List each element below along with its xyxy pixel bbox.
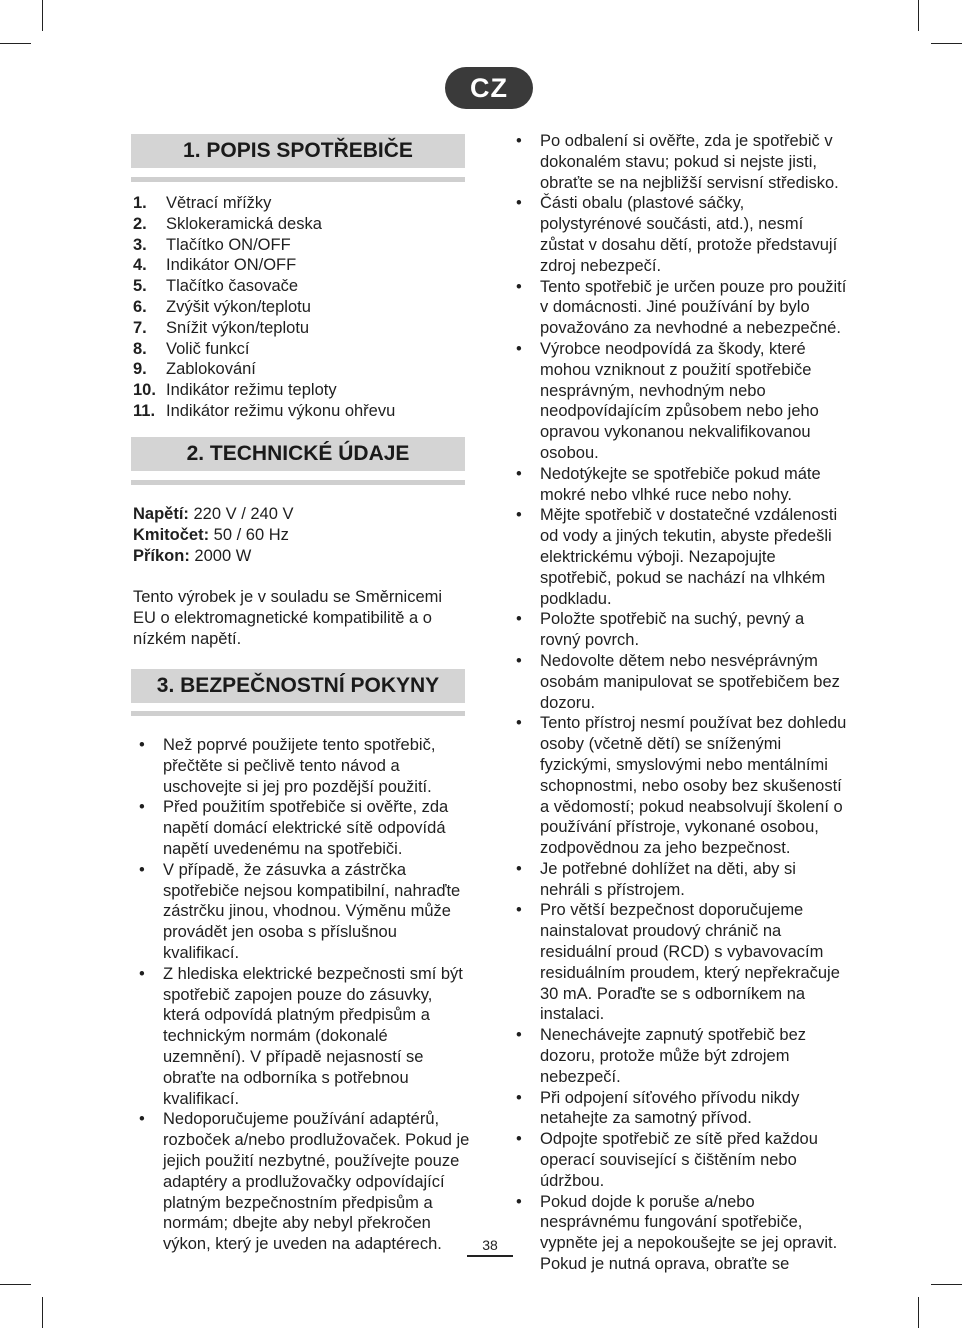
list-item (133, 380, 395, 401)
safety-bullet: • Je potřebné dohlížet na děti, aby si nehráli s přístrojem. (513, 859, 849, 901)
list-item (133, 359, 395, 380)
spec-frequency: Kmitočet: 50 / 60 Hz (133, 525, 289, 544)
safety-bullet: • Nedovolte dětem nebo nesvéprávným osobám manipulovat se spotřebičem bez dozoru. (513, 651, 849, 713)
section-title-appliance-description: 1. POPIS SPOTŘEBIČE (131, 134, 465, 168)
section-title-safety-instructions: 3. BEZPEČNOSTNÍ POKYNY (131, 669, 465, 703)
list-item (133, 318, 395, 339)
list-item (133, 276, 395, 297)
safety-bullet: • Odpojte spotřebič ze sítě před každou operací související s čištěním nebo údržbou. (513, 1129, 849, 1191)
list-item-number: 5. (133, 277, 147, 296)
crop-mark-top-right-v (918, 0, 919, 31)
list-item-number: 4. (133, 256, 147, 275)
safety-bullet: • Mějte spotřebič v dostatečné vzdálenosti od vody a jiných tekutin, abyste předešli elektrickému výboji. Nezapojujte spotřebič, pokud se nachází na vlhkém podkladu. (513, 505, 849, 609)
safety-bullet: • Nedoporučujeme používání adaptérů, rozboček a/nebo prodlužovaček. Pokud je jejich použití nezbytné, používejte pouze adaptéry a prodlužovačky odpovídající platným bezpečnostním předpisům a normám; dbejte aby nebyl překročen výkon, který je uveden na adaptérech. (136, 1109, 470, 1255)
list-item-label: Tlačítko ON/OFF (166, 235, 291, 254)
safety-bullet: • Při odpojení síťového přívodu nikdy netahejte za samotný přívod. (513, 1088, 849, 1130)
safety-bullet: • Nedotýkejte se spotřebiče pokud máte mokré nebo vlhké ruce nebo nohy. (513, 464, 849, 506)
safety-bullet: • Než poprvé použijete tento spotřebič, přečtěte si pečlivě tento návod a uschovejte si jej pro pozdější použití. (136, 735, 470, 797)
section-title-technical-data: 2. TECHNICKÉ ÚDAJE (131, 437, 465, 471)
safety-list-left (136, 735, 470, 1255)
safety-bullet: • Po odbalení si ověřte, zda je spotřebič v dokonalém stavu; pokud si nejste jisti, obraťte se na nejbližší servisní středisko. (513, 131, 849, 193)
list-item-number: 11. (133, 401, 156, 420)
list-item-number: 2. (133, 214, 147, 233)
safety-bullet: • Pokud dojde k poruše a/nebo nesprávnému fungování spotřebiče, vypněte jej a nepokoušejte se jej opravit. Pokud je nutná oprava, obraťte se (513, 1192, 849, 1275)
list-item-number: 8. (133, 339, 147, 358)
page-number: 38 (467, 1236, 513, 1257)
list-item-label: Větrací mřížky (166, 194, 272, 212)
crop-mark-top-left-h (0, 43, 31, 44)
list-item (133, 235, 395, 256)
section-divider (131, 480, 465, 485)
technical-specs (133, 504, 294, 566)
list-item (133, 339, 395, 360)
compliance-note: Tento výrobek je v souladu se Směrnicemi EU o elektromagnetické kompatibilitě a o nízkém napětí. (133, 588, 443, 648)
crop-mark-bottom-right-h (931, 1284, 962, 1285)
list-item (133, 401, 395, 422)
safety-list-right (513, 131, 849, 1275)
section-divider (131, 177, 465, 182)
list-item (133, 255, 395, 276)
list-item-number: 9. (133, 360, 147, 379)
spec-voltage: Napětí: 220 V / 240 V (133, 505, 294, 523)
list-item-number: 7. (133, 318, 147, 337)
list-item-label: Volič funkcí (166, 339, 250, 358)
parts-list (133, 193, 395, 422)
list-item-label: Sklokeramická deska (166, 214, 322, 233)
list-item-label: Tlačítko časovače (166, 277, 299, 296)
safety-bullet: • Položte spotřebič na suchý, pevný a rovný povrch. (513, 609, 849, 651)
list-item-label: Zablokování (166, 360, 256, 379)
list-item-label: Zvýšit výkon/teplotu (166, 297, 311, 316)
list-item-number: 6. (133, 297, 147, 316)
safety-bullet: • V případě, že zásuvka a zástrčka spotřebiče nejsou kompatibilní, nahraďte zástrčku jinou, vhodnou. Výměnu může provádět jen osoba s příslušnou kvalifikací. (136, 860, 470, 964)
safety-bullet: • Před použitím spotřebiče si ověřte, zda napětí domácí elektrické sítě odpovídá napětí uvedenému na spotřebiči. (136, 797, 470, 859)
safety-bullet: • Pro větší bezpečnost doporučujeme nainstalovat proudový chránič na residuální proud (RCD) s vybavovacím residuálním proudem, který nepřekračuje 30 mA. Poraďte se s odborníkem na instalaci. (513, 900, 849, 1025)
list-item-label: Snížit výkon/teplotu (166, 318, 310, 337)
safety-bullet: • Výrobce neodpovídá za škody, které mohou vzniknout z použití spotřebiče nesprávným, nevhodným nebo neodpovídajícím způsobem nebo jeho opravou vykonanou nekvalifikovanou osobou. (513, 339, 849, 464)
safety-bullet: • Z hlediska elektrické bezpečnosti smí být spotřebič zapojen pouze do zásuvky, která odpovídá platným předpisům a technickým normám (dokonalé uzemnění). V případě nejasností se obraťte na odborníka s potřebnou kvalifikací. (136, 964, 470, 1110)
section-divider (131, 711, 465, 716)
list-item-label: Indikátor režimu teploty (166, 381, 337, 400)
crop-mark-bottom-left-v (42, 1297, 43, 1328)
spec-power: Příkon: 2000 W (133, 546, 252, 565)
language-badge: CZ (445, 67, 533, 109)
safety-bullet: • Tento přístroj nesmí používat bez dohledu osoby (včetně dětí) se sníženými fyzickými, smyslovými nebo mentálními schopnostmi, nebo osoby bez skušeností a vědomostí; pokud neabsolvují školení o používání přístroje, vykonané osobou, zodpovědnou za jeho bezpečnost. (513, 713, 849, 859)
safety-bullet: • Tento spotřebič je určen pouze pro použití v domácnosti. Jiné používání by bylo považováno za nevhodné a nebezpečné. (513, 277, 849, 339)
list-item-number: 3. (133, 235, 147, 254)
crop-mark-bottom-right-v (918, 1297, 919, 1328)
crop-mark-top-right-h (931, 43, 962, 44)
list-item-label: Indikátor režimu výkonu ohřevu (166, 401, 396, 420)
list-item-label: Indikátor ON/OFF (166, 256, 297, 275)
crop-mark-bottom-left-h (0, 1284, 31, 1285)
safety-bullet: • Části obalu (plastové sáčky, polystyrénové součásti, atd.), nesmí zůstat v dosahu dětí, protože představují zdroj nebezpečí. (513, 193, 849, 276)
list-item (133, 193, 395, 214)
safety-bullet: • Nenechávejte zapnutý spotřebič bez dozoru, protože může být zdrojem nebezpečí. (513, 1025, 849, 1087)
list-item (133, 214, 395, 235)
list-item-number: 1. (133, 194, 147, 212)
list-item-number: 10. (133, 381, 156, 400)
crop-mark-top-left-v (42, 0, 43, 31)
list-item (133, 297, 395, 318)
